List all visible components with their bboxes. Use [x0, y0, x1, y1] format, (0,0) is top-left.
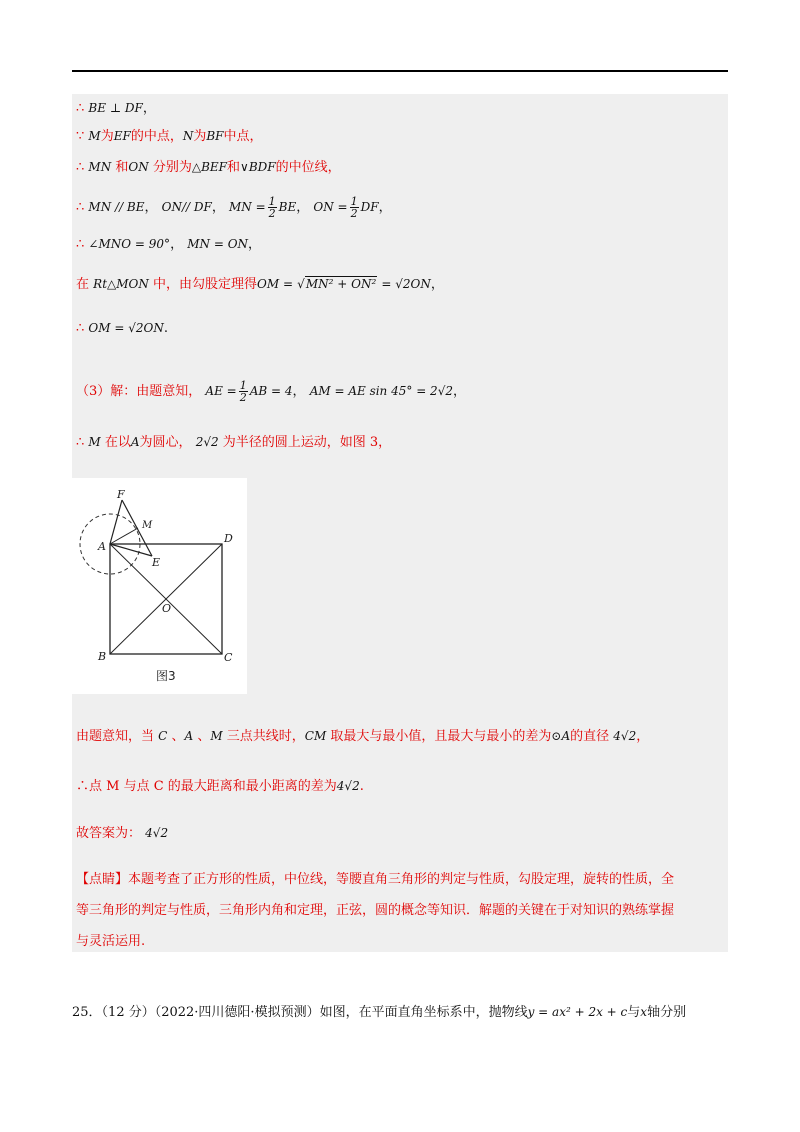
- math-expression: y = ax² + 2x + c: [527, 1005, 628, 1019]
- text: 为半径的圆上运动，如图 3，: [222, 435, 392, 450]
- comment-line-3: [76, 932, 145, 952]
- text: 、: [171, 729, 185, 744]
- math-expression: C: [158, 729, 168, 743]
- math-expression: M: [210, 729, 223, 743]
- therefore-symbol: ∴: [76, 160, 85, 175]
- comment-line-2: [76, 901, 674, 921]
- label-f: F: [117, 488, 125, 501]
- solution-line-4: [76, 196, 392, 219]
- numerator: 1: [350, 195, 358, 208]
- math-expression: MN = ON: [187, 237, 249, 251]
- figure-drawing: [72, 478, 247, 694]
- text: 在: [76, 277, 90, 292]
- text: 的直径: [570, 729, 610, 744]
- solution-line-9: [76, 432, 391, 453]
- label-o: O: [162, 602, 172, 615]
- math-expression: ∨BDF: [240, 160, 276, 174]
- math-expression: ∠MNO = 90°: [88, 237, 171, 251]
- text: ，: [248, 237, 262, 252]
- solution-line-7: [76, 318, 168, 339]
- text: 在以: [104, 435, 131, 450]
- text: ∴点 M 与点 C 的最大距离和最小距离的差为: [76, 779, 337, 794]
- solution-line-1: [76, 98, 156, 119]
- label-c: C: [224, 651, 233, 664]
- solution-line-3: [76, 157, 341, 178]
- math-expression: BF: [206, 129, 224, 143]
- math-expression: ON// DF: [161, 200, 212, 214]
- math-expression: Rt△MON: [93, 277, 149, 291]
- text: 与灵活运用.: [76, 934, 146, 949]
- math-expression: CM: [304, 729, 327, 743]
- math-expression: AM = AE sin 45° = 2√2: [309, 384, 453, 398]
- therefore-symbol: ∴: [76, 200, 85, 215]
- fraction-half: [268, 196, 277, 219]
- text: 为: [193, 129, 207, 144]
- math-expression: N: [182, 129, 194, 143]
- fraction-half: [239, 380, 248, 403]
- text: 故答案为：: [76, 826, 142, 841]
- text: 的中点，: [130, 129, 183, 144]
- math-expression: AE =: [205, 384, 237, 398]
- text: ，: [636, 729, 650, 744]
- math-expression: 2√2: [195, 435, 219, 449]
- segment-af: [110, 500, 122, 544]
- solution-line-5: [76, 234, 261, 255]
- text: .: [359, 779, 364, 794]
- text: 为圆心，: [139, 435, 192, 450]
- comment-line-1: [76, 870, 674, 890]
- text: 【点睛】本题考查了正方形的性质，中位线，等腰直角三角形的判定与性质，勾股定理，旋转的性质，全: [76, 872, 675, 887]
- solution-line-10: [76, 726, 649, 747]
- label-d: D: [224, 532, 233, 545]
- math-expression: DF: [360, 200, 379, 214]
- math-expression: x: [640, 1005, 648, 1019]
- text: 中，由勾股定理得: [153, 277, 258, 292]
- text: 和: [227, 160, 241, 175]
- text: 分别为: [152, 160, 192, 175]
- radicand: MN² + ON²: [305, 277, 377, 291]
- math-expression: OM = √2ON: [88, 321, 164, 335]
- text: ，: [378, 200, 392, 215]
- math-expression: 4√2: [336, 779, 360, 793]
- math-expression: ON =: [313, 200, 348, 214]
- text: 中点，: [223, 129, 263, 144]
- math-expression: OM =: [257, 277, 294, 291]
- text: ，: [452, 384, 466, 399]
- text: ，: [170, 237, 184, 252]
- label-b: B: [98, 650, 107, 663]
- math-expression: BE ⊥ DF: [88, 101, 143, 115]
- text: ，: [296, 200, 310, 215]
- figure-caption: 图3: [156, 669, 176, 683]
- text: 三点共线时，: [226, 729, 305, 744]
- denominator: 2: [268, 207, 276, 220]
- math-expression: ON: [128, 160, 149, 174]
- math-expression: ⊙A: [551, 729, 571, 743]
- text: 的中位线，: [275, 160, 341, 175]
- text: 等三角形的判定与性质，三角形内角和定理，正弦，圆的概念等知识．解题的关键在于对知识的熟练掌握: [76, 903, 675, 918]
- text: 和: [115, 160, 129, 175]
- math-expression: 4√2: [613, 729, 637, 743]
- text: ，: [292, 384, 306, 399]
- text: 由题意知，当: [76, 729, 155, 744]
- math-expression: = √2ON: [381, 277, 431, 291]
- answer-value: 4√2: [145, 826, 169, 840]
- math-expression: MN: [88, 160, 112, 174]
- numerator: 1: [239, 379, 247, 392]
- denominator: 2: [239, 391, 247, 404]
- math-expression: A: [184, 729, 194, 743]
- text: ，: [211, 200, 225, 215]
- label-e: E: [152, 556, 161, 569]
- text: 为: [100, 129, 114, 144]
- math-expression: BE: [278, 200, 297, 214]
- answer-line: [76, 823, 168, 844]
- text: ，: [430, 277, 444, 292]
- numerator: 1: [268, 195, 276, 208]
- question-25: [72, 1002, 686, 1023]
- solution-line-2: [76, 126, 263, 147]
- math-expression: MN // BE: [88, 200, 145, 214]
- punctuation: ，: [142, 101, 156, 116]
- math-expression: MN =: [229, 200, 266, 214]
- text: （3）解：由题意知，: [76, 384, 202, 399]
- math-expression: A: [130, 435, 140, 449]
- therefore-symbol: ∴: [76, 237, 85, 252]
- math-expression: △BEF: [191, 160, 228, 174]
- math-expression: M: [88, 435, 101, 449]
- text: 轴分别: [647, 1005, 687, 1020]
- denominator: 2: [350, 207, 358, 220]
- because-symbol: ∵: [76, 129, 85, 144]
- fraction-half: [350, 196, 359, 219]
- therefore-symbol: ∴: [76, 101, 85, 116]
- math-expression: M: [88, 129, 101, 143]
- label-a: A: [98, 540, 106, 553]
- text: 与: [627, 1005, 641, 1020]
- solution-line-6: 在 Rt△MON 中，由勾股定理得OM = √MN² + ON² = √2ON，: [76, 277, 444, 292]
- geometry-figure-3: [72, 478, 247, 694]
- label-m: M: [142, 520, 153, 531]
- solution-line-8: [76, 380, 466, 403]
- text: ，: [144, 200, 158, 215]
- text: 、: [197, 729, 211, 744]
- text: .: [163, 321, 168, 336]
- therefore-symbol: ∴: [76, 321, 85, 336]
- math-expression: AB = 4: [249, 384, 293, 398]
- header-rule: [72, 70, 728, 72]
- text: 25．（12 分）（2022·四川德阳·模拟预测）如图，在平面直角坐标系中，抛物线: [72, 1005, 528, 1020]
- text: 取最大与最小值，且最大与最小的差为: [330, 729, 552, 744]
- therefore-symbol: ∴: [76, 435, 85, 450]
- math-expression: EF: [113, 129, 131, 143]
- solution-line-11: [76, 776, 364, 797]
